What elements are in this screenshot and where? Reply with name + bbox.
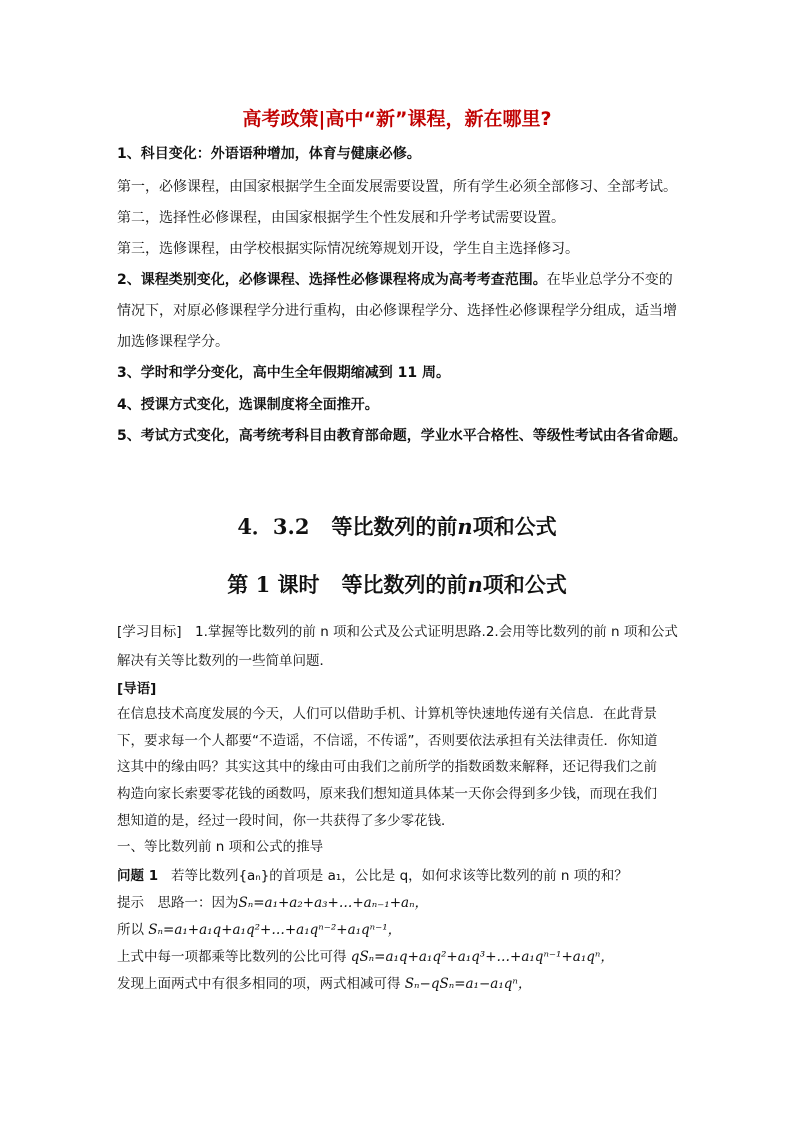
lesson-heading [0, 570, 794, 600]
hint-line-1 [117, 893, 428, 913]
hint-label: 提示 思路一：因为 [117, 895, 239, 911]
question-1 [117, 866, 628, 886]
notice-item-2-bold: 2、课程类别变化，必修课程、选择性必修课程将成为高考考查范围。 [117, 272, 547, 288]
section-title-post: 项和公式 [472, 514, 557, 539]
intro-line-1: 在信息技术高度发展的今天，人们可以借助手机、计算机等快速地传递有关信息．在此背景 [117, 706, 657, 722]
section-var-n: n [457, 514, 473, 539]
section-title-pre: 等比数列的前 [331, 514, 458, 539]
formula-3-prefix: 上式中每一项都乘等比数列的公比可得 [117, 949, 347, 965]
notice-para-5: 加选修课程学分。 [117, 334, 229, 350]
section-heading [0, 512, 794, 542]
notice-para-3: 第三，选修课程，由学校根据实际情况统筹规划开设，学生自主选择修习。 [117, 241, 579, 257]
notice-title: 高考政策|高中“新”课程，新在哪里? [242, 108, 552, 130]
intro-line-2: 下，要求每一个人都要“不造谣，不信谣，不传谣”，否则要依法承担有关法律责任．你知道 [117, 733, 658, 749]
question-text: 若等比数列{aₙ}的首项是 a₁，公比是 q，如何求该等比数列的前 n 项的和？ [170, 868, 628, 884]
lesson-title-post: 项和公式 [482, 572, 567, 597]
goals-line-2: 解决有关等比数列的一些简单问题． [117, 653, 333, 669]
notice-item-3: 3、学时和学分变化，高中生全年假期缩减到 11 周。 [117, 365, 450, 381]
intro-line-5: 想知道的是，经过一段时间，你一共获得了多少零花钱． [117, 813, 455, 829]
intro-heading: [导语] [117, 681, 157, 697]
question-label: 问题 1 [117, 868, 159, 884]
notice-para-2: 第二，选择性必修课程，由国家根据学生个性发展和升学考试需要设置。 [117, 210, 565, 226]
notice-item-1: 1、科目变化：外语语种增加，体育与健康必修。 [117, 146, 421, 162]
formula-4-prefix: 发现上面两式中有很多相同的项，两式相减可得 [117, 976, 401, 992]
formula-difference: Sₙ−qSₙ=a₁−a₁qⁿ， [404, 976, 532, 992]
notice-item-4: 4、授课方式变化，选课制度将全面推开。 [117, 397, 379, 413]
lesson-period: 第 1 课时 [227, 572, 320, 597]
section-number: 4．3.2 [237, 514, 310, 539]
notice-item-2 [117, 270, 673, 290]
lesson-title-pre: 等比数列的前 [341, 572, 468, 597]
formula-sum-def: Sₙ=a₁+a₂+a₃+…+aₙ₋₁+aₙ， [238, 895, 429, 911]
notice-item-2-rest: 在毕业总学分不变的 [546, 272, 673, 288]
hint-line-2 [117, 920, 401, 940]
notice-para-1: 第一，必修课程，由国家根据学生全面发展需要设置，所有学生必须全部修习、全部考试。 [117, 179, 677, 195]
intro-line-4: 构造向家长索要零花钱的函数吗，原来我们想知道具体某一天你会得到多少钱，而现在我们 [117, 786, 657, 802]
formula-2-prefix: 所以 [117, 922, 144, 938]
notice-para-4: 情况下，对原必修课程学分进行重构，由必修课程学分、选择性必修课程学分组成，适当增 [117, 303, 677, 319]
part-heading: 一、等比数列前 n 项和公式的推导 [117, 839, 324, 855]
goals-line-1: [学习目标] 1.掌握等比数列的前 n 项和公式及公式证明思路.2.会用等比数列的前 n 项和公式 [117, 624, 678, 640]
lesson-var-n: n [467, 572, 483, 597]
hint-line-3 [117, 947, 614, 967]
formula-sum-expanded: Sₙ=a₁+a₁q+a₁q²+…+a₁qⁿ⁻²+a₁qⁿ⁻¹， [148, 922, 402, 938]
intro-line-3: 这其中的缘由吗？其实这其中的缘由可由我们之前所学的指数函数来解释，还记得我们之前 [117, 759, 657, 775]
notice-item-5: 5、考试方式变化，高考统考科目由教育部命题，学业水平合格性、等级性考试由各省命题。 [117, 428, 687, 444]
hint-line-4 [117, 974, 531, 994]
formula-q-sum: qSₙ=a₁q+a₁q²+a₁q³+…+a₁qⁿ⁻¹+a₁qⁿ， [350, 949, 614, 965]
